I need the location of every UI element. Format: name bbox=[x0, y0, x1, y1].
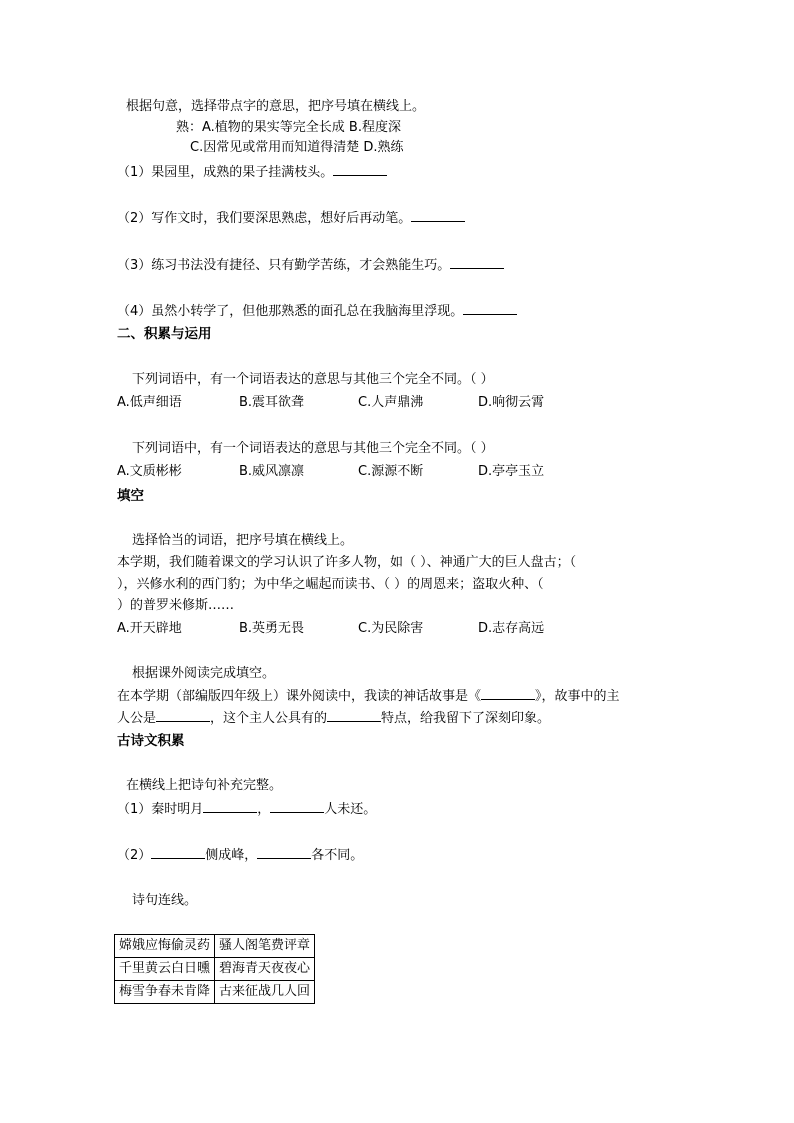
section1-options-line2: C.因常见或常用而知道得清楚 D.熟练 bbox=[190, 140, 404, 155]
question-2 bbox=[117, 209, 465, 228]
fill2-line2-text-a: 人公是 bbox=[117, 711, 157, 726]
poem-q2 bbox=[117, 846, 363, 865]
mc2-option-a[interactable]: A.文质彬彬 bbox=[117, 464, 182, 479]
fill2-instruction: 根据课外阅读完成填空。 bbox=[132, 666, 276, 681]
section3-heading: 填空 bbox=[117, 488, 144, 504]
question-4 bbox=[117, 302, 517, 321]
poem-instruction: 在横线上把诗句补充完整。 bbox=[126, 778, 283, 793]
question-1 bbox=[117, 163, 387, 182]
match-right-3[interactable]: 古来征战几人回 bbox=[215, 981, 315, 1004]
poem-q1 bbox=[117, 800, 376, 819]
mc1-option-b[interactable]: B.震耳欲聋 bbox=[239, 395, 305, 410]
fill1-option-b[interactable]: B.英勇无畏 bbox=[239, 621, 305, 636]
mc1-question: 下列词语中，有一个词语表达的意思与其他三个完全不同。（ ） bbox=[132, 372, 494, 387]
mc2-option-d[interactable]: D.亭亭玉立 bbox=[478, 464, 545, 479]
fill1-line2: ），兴修水利的西门豹；为中华之崛起而读书、（ ）的周恩来；盗取火种、（ bbox=[117, 577, 544, 592]
section1-options-line1: 熟：A.植物的果实等完全长成 B.程度深 bbox=[176, 120, 401, 135]
fill2-line1-text-b: 》，故事中的主 bbox=[535, 689, 620, 704]
fill1-option-c[interactable]: C.为民除害 bbox=[358, 621, 424, 636]
section4-heading: 古诗文积累 bbox=[117, 733, 185, 749]
poem-q2-text-a: （2） bbox=[117, 848, 152, 863]
poem-q1-blank-2[interactable] bbox=[270, 800, 324, 813]
match-left-3[interactable]: 梅雪争春未肯降 bbox=[115, 981, 215, 1004]
question-3 bbox=[117, 256, 504, 275]
mc1-option-c[interactable]: C.人声鼎沸 bbox=[358, 395, 424, 410]
fill2-line2-text-c: 特点，给我留下了深刻印象。 bbox=[381, 711, 551, 726]
poem-q1-text-b: ， bbox=[257, 802, 271, 817]
question-4-text: （4）虽然小转学了，但他那熟悉的面孔总在我脑海里浮现。 bbox=[117, 304, 464, 319]
protagonist-blank[interactable] bbox=[156, 709, 210, 722]
table-row bbox=[115, 958, 315, 981]
fill2-line2 bbox=[117, 709, 550, 728]
match-right-1[interactable]: 骚人阁笔费评章 bbox=[215, 935, 315, 958]
table-row bbox=[115, 935, 315, 958]
fill2-line1-text-a: 在本学期（部编版四年级上）课外阅读中，我读的神话故事是《 bbox=[117, 689, 482, 704]
poem-q2-text-b: 侧成峰， bbox=[205, 848, 258, 863]
section2-heading: 二、积累与运用 bbox=[117, 326, 212, 342]
mc2-option-c[interactable]: C.源源不断 bbox=[358, 464, 424, 479]
match-left-2[interactable]: 千里黄云白日曛 bbox=[115, 958, 215, 981]
fill1-line1: 本学期，我们随着课文的学习认识了许多人物，如（ ）、神通广大的巨人盘古；（ bbox=[117, 555, 577, 570]
fill1-line3: ）的普罗米修斯…… bbox=[117, 598, 235, 613]
mc2-question: 下列词语中，有一个词语表达的意思与其他三个完全不同。（ ） bbox=[132, 441, 494, 456]
fill1-instruction: 选择恰当的词语，把序号填在横线上。 bbox=[132, 533, 354, 548]
story-title-blank[interactable] bbox=[481, 687, 535, 700]
traits-blank[interactable] bbox=[327, 709, 381, 722]
question-3-text: （3）练习书法没有捷径、只有勤学苦练，才会熟能生巧。 bbox=[117, 258, 451, 273]
mc1-option-a[interactable]: A.低声细语 bbox=[117, 395, 182, 410]
poem-q2-blank-1[interactable] bbox=[151, 846, 205, 859]
poem-match-table bbox=[114, 934, 315, 1004]
question-2-text: （2）写作文时，我们要深思熟虑，想好后再动笔。 bbox=[117, 211, 412, 226]
match-instruction: 诗句连线。 bbox=[132, 893, 198, 908]
answer-blank-3[interactable] bbox=[450, 256, 504, 269]
poem-q1-text-c: 人未还。 bbox=[324, 802, 377, 817]
fill2-line2-text-b: ，这个主人公具有的 bbox=[210, 711, 328, 726]
poem-q1-text-a: （1）秦时明月 bbox=[117, 802, 204, 817]
poem-q2-blank-2[interactable] bbox=[257, 846, 311, 859]
fill1-option-a[interactable]: A.开天辟地 bbox=[117, 621, 182, 636]
answer-blank-1[interactable] bbox=[333, 163, 387, 176]
match-left-1[interactable]: 嫦娥应悔偷灵药 bbox=[115, 935, 215, 958]
table-row bbox=[115, 981, 315, 1004]
poem-q2-text-c: 各不同。 bbox=[311, 848, 364, 863]
section1-instruction: 根据句意，选择带点字的意思，把序号填在横线上。 bbox=[126, 99, 426, 114]
fill2-line1 bbox=[117, 687, 620, 706]
mc1-option-d[interactable]: D.响彻云霄 bbox=[478, 395, 545, 410]
match-right-2[interactable]: 碧海青天夜夜心 bbox=[215, 958, 315, 981]
answer-blank-2[interactable] bbox=[411, 209, 465, 222]
question-1-text: （1）果园里，成熟的果子挂满枝头。 bbox=[117, 165, 334, 180]
fill1-option-d[interactable]: D.志存高远 bbox=[478, 621, 545, 636]
answer-blank-4[interactable] bbox=[463, 302, 517, 315]
poem-q1-blank-1[interactable] bbox=[203, 800, 257, 813]
mc2-option-b[interactable]: B.威风凛凛 bbox=[239, 464, 305, 479]
